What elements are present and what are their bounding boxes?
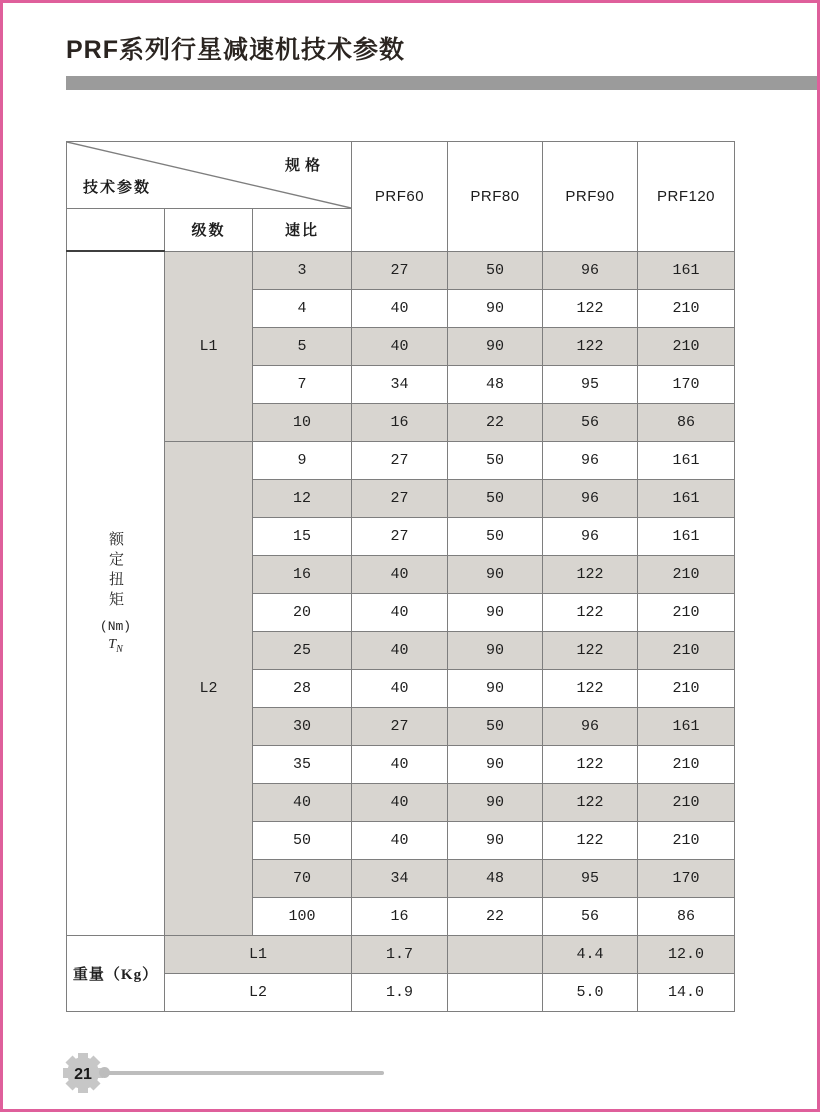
value-cell: 170 bbox=[638, 365, 735, 403]
tech-params-corner-label: 技术参数 bbox=[83, 179, 152, 196]
ratio-cell: 10 bbox=[253, 403, 352, 441]
diagonal-divider-line bbox=[67, 142, 351, 208]
weight-value: 14.0 bbox=[638, 973, 735, 1011]
torque-label-text: 额定扭矩 bbox=[107, 531, 123, 612]
weight-stage-l2: L2 bbox=[165, 973, 352, 1011]
value-cell: 161 bbox=[638, 517, 735, 555]
value-cell: 95 bbox=[543, 365, 638, 403]
value-cell: 122 bbox=[543, 783, 638, 821]
torque-label-block bbox=[67, 531, 164, 655]
table-row bbox=[67, 251, 735, 289]
weight-row-l2 bbox=[67, 973, 735, 1011]
weight-row-l1 bbox=[67, 935, 735, 973]
value-cell: 96 bbox=[543, 441, 638, 479]
value-cell: 27 bbox=[352, 479, 448, 517]
value-cell: 161 bbox=[638, 251, 735, 289]
value-cell: 27 bbox=[352, 441, 448, 479]
value-cell: 122 bbox=[543, 745, 638, 783]
stage-header: 级数 bbox=[165, 209, 253, 252]
weight-value: 5.0 bbox=[543, 973, 638, 1011]
value-cell: 96 bbox=[543, 517, 638, 555]
value-cell: 40 bbox=[352, 555, 448, 593]
value-cell: 86 bbox=[638, 897, 735, 935]
value-cell: 40 bbox=[352, 669, 448, 707]
weight-label: 重量（Kg） bbox=[67, 935, 165, 1011]
value-cell: 96 bbox=[543, 707, 638, 745]
weight-body bbox=[67, 935, 735, 1011]
value-cell: 40 bbox=[352, 593, 448, 631]
table-row bbox=[67, 441, 735, 479]
value-cell: 48 bbox=[448, 365, 543, 403]
ratio-cell: 30 bbox=[253, 707, 352, 745]
value-cell: 90 bbox=[448, 821, 543, 859]
column-header-prf120: PRF120 bbox=[638, 142, 735, 252]
value-cell: 86 bbox=[638, 403, 735, 441]
value-cell: 40 bbox=[352, 631, 448, 669]
footer-decorative-line bbox=[103, 1071, 384, 1075]
value-cell: 210 bbox=[638, 593, 735, 631]
value-cell: 90 bbox=[448, 289, 543, 327]
weight-value: 1.9 bbox=[352, 973, 448, 1011]
value-cell: 95 bbox=[543, 859, 638, 897]
ratio-cell: 25 bbox=[253, 631, 352, 669]
value-cell: 90 bbox=[448, 669, 543, 707]
title-underline-bar bbox=[66, 76, 817, 90]
ratio-cell: 70 bbox=[253, 859, 352, 897]
value-cell: 34 bbox=[352, 365, 448, 403]
ratio-header: 速比 bbox=[253, 209, 352, 252]
value-cell: 40 bbox=[352, 783, 448, 821]
value-cell: 90 bbox=[448, 631, 543, 669]
ratio-cell: 35 bbox=[253, 745, 352, 783]
ratio-cell: 7 bbox=[253, 365, 352, 403]
value-cell: 122 bbox=[543, 821, 638, 859]
value-cell: 210 bbox=[638, 555, 735, 593]
ratio-cell: 3 bbox=[253, 251, 352, 289]
value-cell: 16 bbox=[352, 403, 448, 441]
ratio-cell: 4 bbox=[253, 289, 352, 327]
weight-value bbox=[448, 973, 543, 1011]
value-cell: 122 bbox=[543, 555, 638, 593]
weight-value bbox=[448, 935, 543, 973]
page-title: PRF系列行星减速机技术参数 bbox=[66, 36, 406, 64]
value-cell: 122 bbox=[543, 289, 638, 327]
value-cell: 50 bbox=[448, 251, 543, 289]
value-cell: 90 bbox=[448, 783, 543, 821]
value-cell: 50 bbox=[448, 517, 543, 555]
torque-unit: (Nm) bbox=[99, 619, 132, 635]
value-cell: 210 bbox=[638, 327, 735, 365]
column-header-prf90: PRF90 bbox=[543, 142, 638, 252]
ratio-cell: 16 bbox=[253, 555, 352, 593]
value-cell: 161 bbox=[638, 707, 735, 745]
value-cell: 122 bbox=[543, 669, 638, 707]
ratio-cell: 40 bbox=[253, 783, 352, 821]
value-cell: 50 bbox=[448, 707, 543, 745]
value-cell: 50 bbox=[448, 441, 543, 479]
value-cell: 22 bbox=[448, 897, 543, 935]
value-cell: 210 bbox=[638, 289, 735, 327]
page-number: 21 bbox=[74, 1066, 92, 1083]
torque-axis-label bbox=[67, 251, 165, 935]
value-cell: 27 bbox=[352, 517, 448, 555]
value-cell: 90 bbox=[448, 327, 543, 365]
column-header-prf60: PRF60 bbox=[352, 142, 448, 252]
value-cell: 56 bbox=[543, 403, 638, 441]
value-cell: 56 bbox=[543, 897, 638, 935]
spec-corner-label: 规格 bbox=[285, 157, 326, 174]
ratio-cell: 5 bbox=[253, 327, 352, 365]
value-cell: 161 bbox=[638, 479, 735, 517]
weight-value: 4.4 bbox=[543, 935, 638, 973]
empty-header-cell bbox=[67, 209, 165, 252]
ratio-cell: 100 bbox=[253, 897, 352, 935]
value-cell: 96 bbox=[543, 251, 638, 289]
weight-stage-l1: L1 bbox=[165, 935, 352, 973]
ratio-cell: 9 bbox=[253, 441, 352, 479]
torque-symbol: $T_N$ bbox=[108, 637, 123, 656]
value-cell: 40 bbox=[352, 327, 448, 365]
value-cell: 48 bbox=[448, 859, 543, 897]
value-cell: 122 bbox=[543, 593, 638, 631]
spec-table bbox=[66, 141, 735, 1012]
torque-body bbox=[67, 251, 735, 935]
value-cell: 40 bbox=[352, 821, 448, 859]
value-cell: 90 bbox=[448, 593, 543, 631]
weight-value: 12.0 bbox=[638, 935, 735, 973]
stage-cell-l2: L2 bbox=[165, 441, 253, 935]
table-corner-cell bbox=[67, 142, 352, 209]
value-cell: 96 bbox=[543, 479, 638, 517]
ratio-cell: 12 bbox=[253, 479, 352, 517]
value-cell: 210 bbox=[638, 821, 735, 859]
value-cell: 122 bbox=[543, 631, 638, 669]
value-cell: 161 bbox=[638, 441, 735, 479]
value-cell: 27 bbox=[352, 251, 448, 289]
value-cell: 210 bbox=[638, 745, 735, 783]
value-cell: 40 bbox=[352, 745, 448, 783]
value-cell: 210 bbox=[638, 631, 735, 669]
value-cell: 210 bbox=[638, 669, 735, 707]
value-cell: 170 bbox=[638, 859, 735, 897]
value-cell: 90 bbox=[448, 555, 543, 593]
column-header-prf80: PRF80 bbox=[448, 142, 543, 252]
stage-cell-l1: L1 bbox=[165, 251, 253, 441]
value-cell: 16 bbox=[352, 897, 448, 935]
ratio-cell: 50 bbox=[253, 821, 352, 859]
value-cell: 34 bbox=[352, 859, 448, 897]
value-cell: 22 bbox=[448, 403, 543, 441]
header-row-models bbox=[67, 142, 735, 209]
value-cell: 210 bbox=[638, 783, 735, 821]
value-cell: 40 bbox=[352, 289, 448, 327]
ratio-cell: 20 bbox=[253, 593, 352, 631]
value-cell: 90 bbox=[448, 745, 543, 783]
value-cell: 27 bbox=[352, 707, 448, 745]
ratio-cell: 15 bbox=[253, 517, 352, 555]
weight-value: 1.7 bbox=[352, 935, 448, 973]
value-cell: 122 bbox=[543, 327, 638, 365]
value-cell: 50 bbox=[448, 479, 543, 517]
ratio-cell: 28 bbox=[253, 669, 352, 707]
